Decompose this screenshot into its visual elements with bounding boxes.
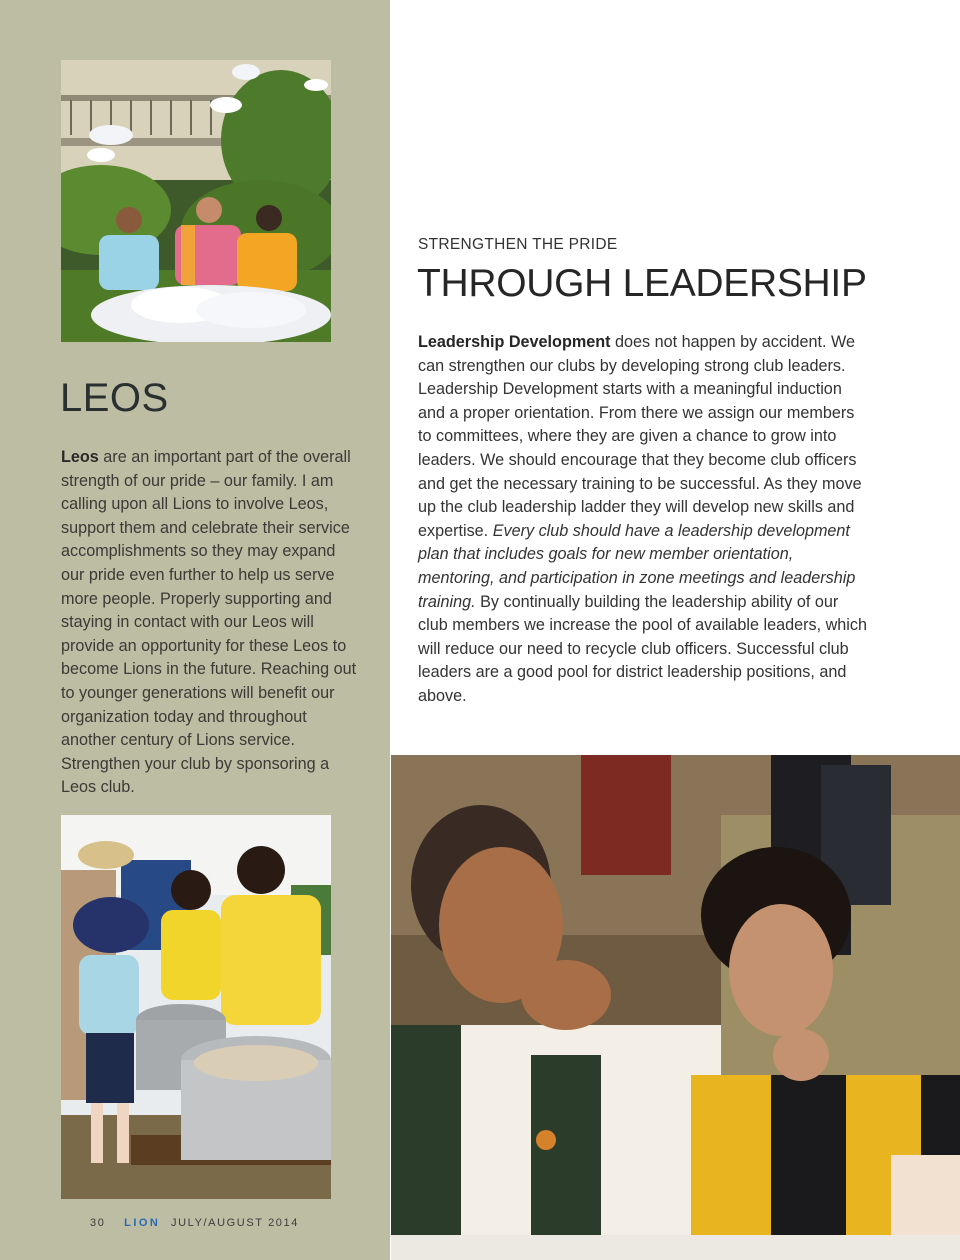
page-footer — [90, 1217, 299, 1229]
leos-lead-word: Leos — [61, 448, 99, 466]
leadership-body-part-1: does not happen by accident. We can strengthen our clubs by developing strong club leaders. Leadership Development starts with a meaningful induction and a proper orientation. From there we assign our members to committees, where they are given a chance to grow into leaders. We should encourage that they become club officers and get the necessary training to be successful. As they move up the club leadership ladder they will develop new skills and expertise. — [418, 333, 862, 540]
leadership-heading: THROUGH LEADERSHIP — [417, 262, 867, 305]
leadership-italic-text: Every club should have a leadership development plan that includes goals for new member orientation, mentoring, and participation in zone meetings and leadership training. — [418, 521, 856, 611]
leos-service-photo — [61, 815, 331, 1199]
page-number: 30 — [90, 1217, 106, 1229]
leos-body-text: are an important part of the overall strength of our pride – our family. I am calling upon all Lions to involve Leos, support them and celebrate their service accomplishments so they may expand our pride even further to help us serve more people. Properly supporting and staying in contact with our Leos will provide an opportunity for these Leos to become Lions in the future. Reaching out to younger generations will benefit our organization today and throughout another century of Lions service. Strengthen your club by sponsoring a Leos club. — [61, 448, 357, 797]
leos-heading: LEOS — [60, 376, 169, 420]
leadership-body-part-2: By continually building the leadership ability of our club members we increase the pool of available leaders, which will reduce our need to recycle club officers. Successful club leaders are a good pool for district leadership positions, and above. — [418, 592, 867, 705]
leos-body — [61, 446, 361, 800]
leadership-conference-photo — [391, 755, 960, 1260]
magazine-name: LION — [124, 1217, 161, 1229]
section-kicker: STRENGTHEN THE PRIDE — [418, 236, 618, 253]
issue-date: JULY/AUGUST 2014 — [171, 1217, 299, 1229]
leadership-body — [418, 331, 868, 709]
leos-group-photo — [61, 60, 331, 342]
leadership-lead-phrase: Leadership Development — [418, 333, 611, 351]
